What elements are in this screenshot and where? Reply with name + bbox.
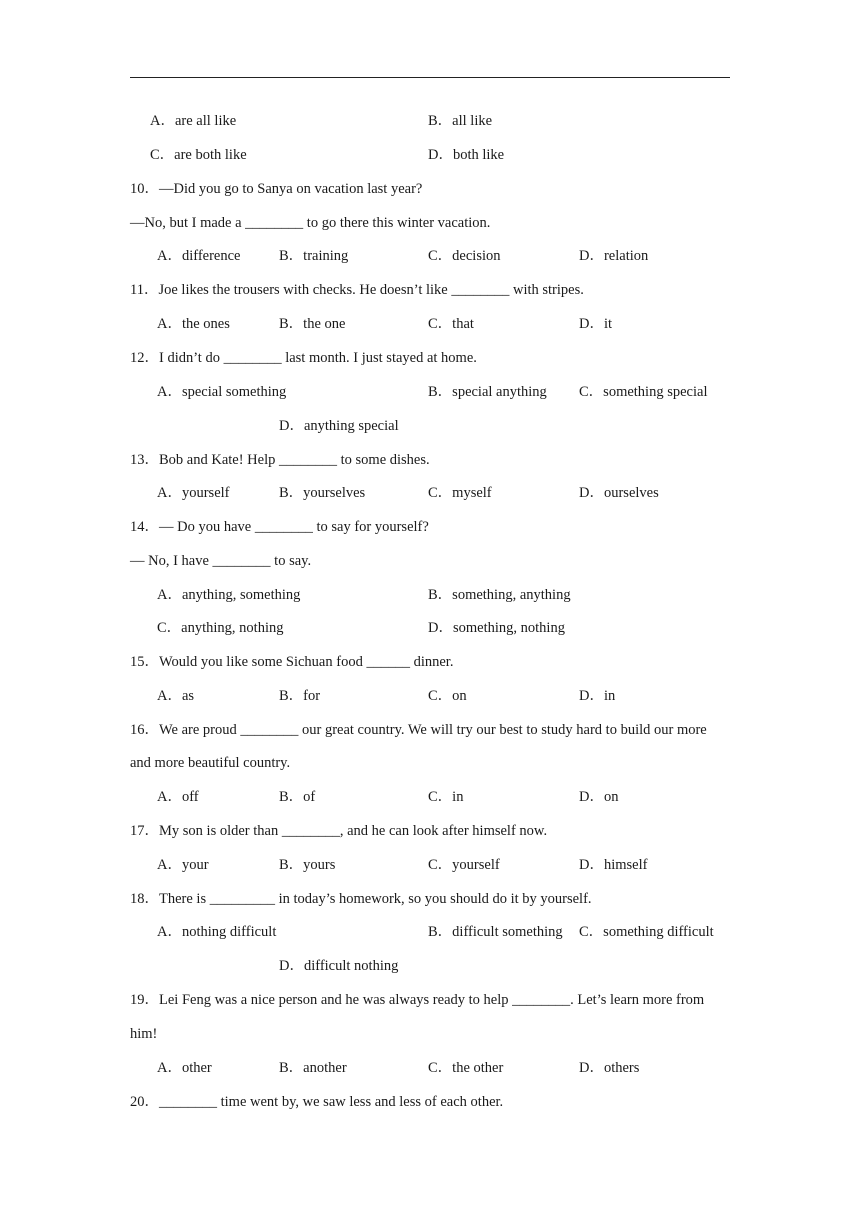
q17-option-b[interactable]: B．yours — [279, 857, 336, 873]
q12-option-c[interactable]: C．something special — [579, 384, 708, 400]
q20-stem: 20．________ time went by, we saw less and less of each other. — [130, 1094, 504, 1110]
q17-option-a[interactable]: A．your — [157, 857, 209, 873]
q10-option-b[interactable]: B．training — [279, 248, 349, 264]
q15-option-a[interactable]: A．as — [157, 688, 195, 704]
q19-option-c[interactable]: C．the other — [428, 1060, 504, 1076]
q10-stem: 10．—Did you go to Sanya on vacation last year? — [130, 181, 423, 197]
q14-stem: 14．— Do you have ________ to say for yourself? — [130, 519, 429, 535]
q13-option-d[interactable]: D．ourselves — [579, 485, 659, 501]
q19-option-d[interactable]: D．others — [579, 1060, 640, 1076]
q13-stem: 13．Bob and Kate! Help ________ to some dishes. — [130, 452, 430, 468]
q9-option-d[interactable]: D．both like — [428, 147, 505, 163]
q11-stem: 11．Joe likes the trousers with checks. He doesn’t like ________ with stripes. — [130, 282, 584, 298]
q10-option-d[interactable]: D．relation — [579, 248, 649, 264]
q13-option-c[interactable]: C．myself — [428, 485, 492, 501]
q18-option-a[interactable]: A．nothing difficult — [157, 924, 277, 940]
q12-stem: 12．I didn’t do ________ last month. I just stayed at home. — [130, 350, 477, 366]
q11-option-d[interactable]: D．it — [579, 316, 613, 332]
header-rule — [130, 77, 730, 78]
q17-option-c[interactable]: C．yourself — [428, 857, 500, 873]
q18-stem: 18．There is _________ in today’s homework, so you should do it by yourself. — [130, 891, 592, 907]
q15-option-c[interactable]: C．on — [428, 688, 467, 704]
q11-option-b[interactable]: B．the one — [279, 316, 346, 332]
q16-option-c[interactable]: C．in — [428, 789, 464, 805]
q11-option-c[interactable]: C．that — [428, 316, 474, 332]
q14-option-a[interactable]: A．anything, something — [157, 587, 301, 603]
q14-option-b[interactable]: B．something, anything — [428, 587, 571, 603]
q13-option-a[interactable]: A．yourself — [157, 485, 230, 501]
q12-option-a[interactable]: A．special something — [157, 384, 287, 400]
q15-option-d[interactable]: D．in — [579, 688, 616, 704]
q19-option-a[interactable]: A．other — [157, 1060, 212, 1076]
q10-option-a[interactable]: A．difference — [157, 248, 241, 264]
q19-stem: 19．Lei Feng was a nice person and he was always ready to help ________. Let’s learn more from — [130, 992, 705, 1008]
q12-option-b[interactable]: B．special anything — [428, 384, 547, 400]
q16-option-d[interactable]: D．on — [579, 789, 619, 805]
q16-option-a[interactable]: A．off — [157, 789, 199, 805]
q16-option-b[interactable]: B．of — [279, 789, 316, 805]
q15-option-b[interactable]: B．for — [279, 688, 321, 704]
q9-option-a[interactable]: A．are all like — [150, 113, 237, 129]
q14-stem-reply: — No, I have ________ to say. — [130, 553, 312, 569]
q11-option-a[interactable]: A．the ones — [157, 316, 230, 332]
q14-option-d[interactable]: D．something, nothing — [428, 620, 565, 636]
q19-option-b[interactable]: B．another — [279, 1060, 347, 1076]
q16-stem-continued: and more beautiful country. — [130, 755, 291, 771]
q10-stem-reply: —No, but I made a ________ to go there this winter vacation. — [130, 215, 491, 231]
q18-option-d[interactable]: D．difficult nothing — [279, 958, 399, 974]
q12-option-d[interactable]: D．anything special — [279, 418, 399, 434]
q9-option-c[interactable]: C．are both like — [150, 147, 247, 163]
q17-option-d[interactable]: D．himself — [579, 857, 648, 873]
q16-stem: 16．We are proud ________ our great country. We will try our best to study hard to build our more — [130, 722, 707, 738]
q18-option-c[interactable]: C．something difficult — [579, 924, 714, 940]
q10-option-c[interactable]: C．decision — [428, 248, 501, 264]
q19-stem-continued: him! — [130, 1026, 158, 1042]
q18-option-b[interactable]: B．difficult something — [428, 924, 563, 940]
q13-option-b[interactable]: B．yourselves — [279, 485, 366, 501]
q14-option-c[interactable]: C．anything, nothing — [157, 620, 284, 636]
q15-stem: 15．Would you like some Sichuan food ______ dinner. — [130, 654, 454, 670]
q17-stem: 17．My son is older than ________, and he can look after himself now. — [130, 823, 548, 839]
q9-option-b[interactable]: B．all like — [428, 113, 493, 129]
